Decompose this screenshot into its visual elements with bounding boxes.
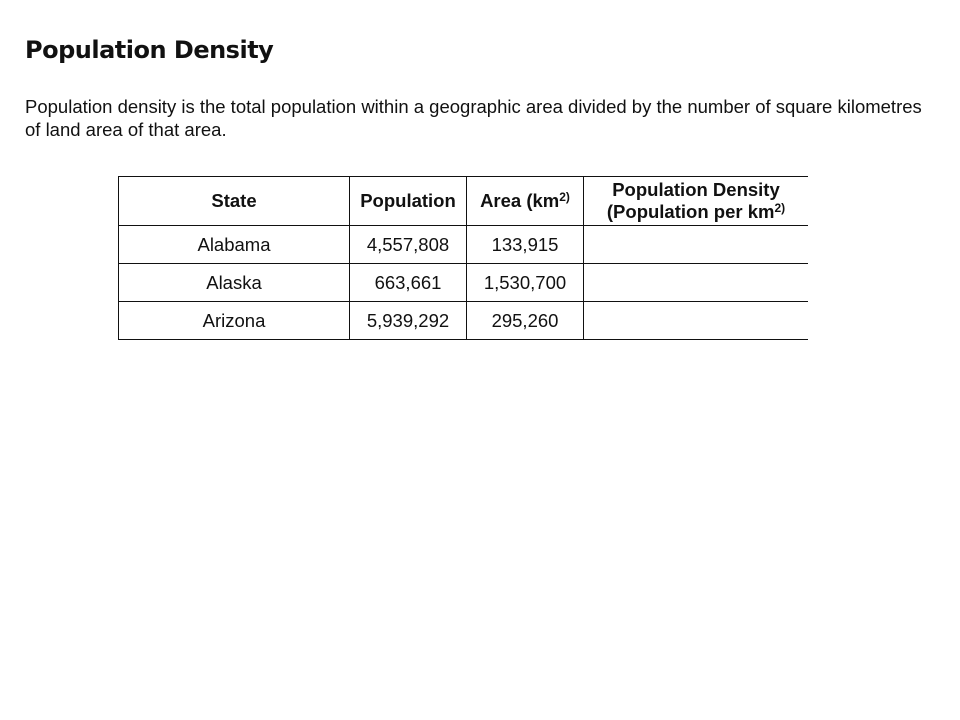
header-density-sup: 2)	[774, 201, 786, 215]
cell-area: 133,915	[467, 226, 584, 264]
header-area-sup: 2)	[559, 190, 570, 204]
table-row	[119, 264, 809, 302]
header-density	[584, 177, 809, 226]
header-state: State	[119, 177, 350, 226]
header-density-line1: Population Density	[612, 179, 780, 200]
cell-density	[584, 302, 809, 340]
cell-population: 663,661	[350, 264, 467, 302]
header-density-line2	[588, 201, 804, 223]
table-header-row	[119, 177, 809, 226]
cell-density	[584, 226, 809, 264]
header-area-text: Area (km	[480, 190, 560, 211]
table-row	[119, 226, 809, 264]
population-density-table	[118, 176, 808, 340]
header-density-line2-text: (Population per km	[606, 201, 775, 222]
cell-area: 295,260	[467, 302, 584, 340]
header-population: Population	[350, 177, 467, 226]
cell-area: 1,530,700	[467, 264, 584, 302]
cell-density	[584, 264, 809, 302]
table-row	[119, 302, 809, 340]
cell-state: Arizona	[119, 302, 350, 340]
intro-paragraph: Population density is the total population within a geographic area divided by the number of square kilometres of land area of that area.	[25, 96, 922, 140]
cell-population: 4,557,808	[350, 226, 467, 264]
cell-state: Alabama	[119, 226, 350, 264]
document-title: Population Density	[25, 36, 274, 64]
cell-population: 5,939,292	[350, 302, 467, 340]
header-area	[467, 177, 584, 226]
cell-state: Alaska	[119, 264, 350, 302]
